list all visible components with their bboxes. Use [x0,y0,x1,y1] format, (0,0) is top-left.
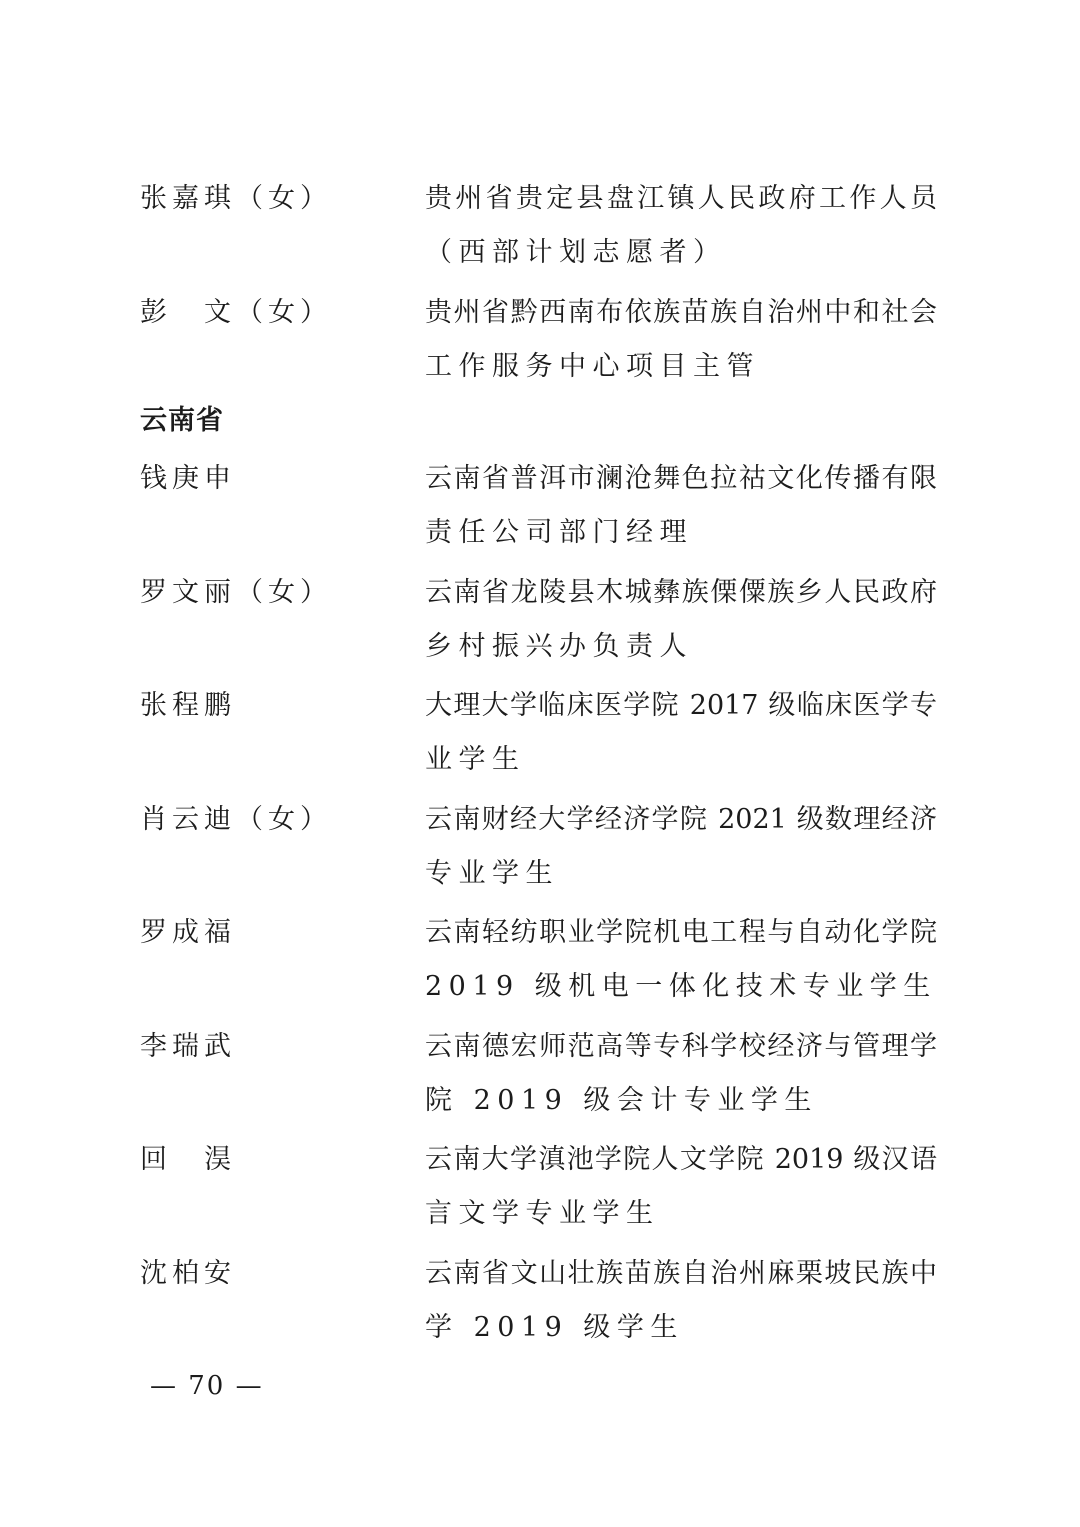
person-name: 罗成福 [140,917,236,948]
person-name: 钱庚申 [140,463,236,494]
description-line: 贵州省黔西南布依族苗族自治州中和社会 [425,297,937,328]
person-name: 回 淏 [140,1144,236,1175]
description-line: 责任公司部门经理 [425,517,693,548]
person-description [425,679,937,787]
description-line: 学 2019 级学生 [425,1312,684,1343]
description-line: 大理大学临床医学院 2017 级临床医学专 [425,690,937,721]
person-description [425,1247,937,1355]
person-description [425,1020,937,1128]
person-description [425,906,937,1014]
person-name: 沈柏安 [140,1258,236,1289]
description-line: 院 2019 级会计专业学生 [425,1085,818,1116]
person-description [425,566,937,674]
person-name: 肖云迪（女） [140,804,332,835]
person-name: 李瑞武 [140,1031,236,1062]
description-line: 云南德宏师范高等专科学校经济与管理学 [425,1031,937,1062]
description-line: 云南省文山壮族苗族自治州麻栗坡民族中 [425,1258,937,1289]
description-line: 言文学专业学生 [425,1198,660,1229]
page-number: — 70 — [150,1371,264,1401]
description-line: 业学生 [425,744,526,775]
description-line: 云南轻纺职业学院机电工程与自动化学院 [425,917,937,948]
description-line: 云南财经大学经济学院 2021 级数理经济 [425,804,937,835]
person-description [425,452,937,560]
description-line: 云南省普洱市澜沧舞色拉祜文化传播有限 [425,463,937,494]
description-line: （西部计划志愿者） [425,237,727,268]
person-description [425,172,937,280]
description-line: 贵州省贵定县盘江镇人民政府工作人员 [425,183,937,214]
person-name: 张嘉琪（女） [140,183,332,214]
section-heading-yunnan: 云南省 [140,405,224,436]
description-line: 云南省龙陵县木城彝族傈僳族乡人民政府 [425,577,937,608]
person-description [425,793,937,901]
description-line: 2019 级机电一体化技术专业学生 [425,971,937,1002]
description-line: 工作服务中心项目主管 [425,351,760,382]
person-name: 罗文丽（女） [140,577,332,608]
description-line: 云南大学滇池学院人文学院 2019 级汉语 [425,1144,937,1175]
person-description [425,1133,937,1241]
person-description [425,286,937,394]
person-name: 张程鹏 [140,690,236,721]
description-line: 乡村振兴办负责人 [425,631,693,662]
person-name: 彭 文（女） [140,297,332,328]
description-line: 专业学生 [425,858,559,889]
